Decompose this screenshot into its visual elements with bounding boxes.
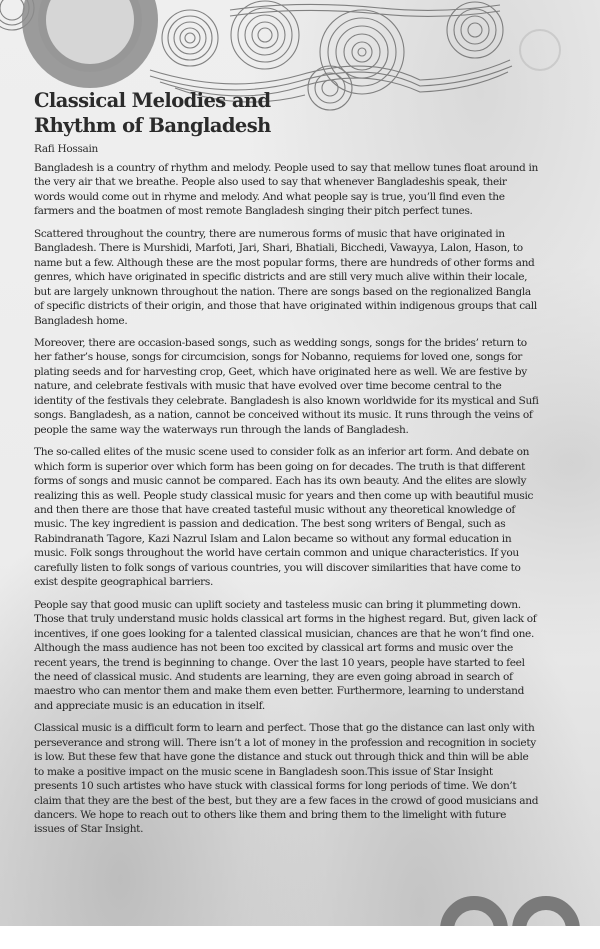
- article-paragraph: Bangladesh is a country of rhythm and melody. People used to say that mellow tunes float around in the very air that we breathe. People also used to say that whenever Bangladeshis speak, their words would come out in rhyme and melody. And what people say is true, you’ll find even the farmers and the boatmen of most remote Bangladesh singing their pitch perfect tunes.: [34, 162, 538, 218]
- article-paragraph: Moreover, there are occasion-based songs, such as wedding songs, songs for the brides’ return to her father’s house, songs for circumcision, songs for Nobanno, requiems for loved one, songs for plating seeds and for harvesting crop, Geet, which have originated here as well. We are festive by nature, and celebrate festivals with music that have evolved over time become central to the identity of the festivals they celebrate. Bangladesh is also known worldwide for its mystical and Sufi songs. Bangladesh, as a nation, cannot be conceived without its music. It runs through the veins of people the same way the waterways run through the lands of Bangladesh.: [34, 336, 539, 436]
- article-author: Rafi Hossain: [34, 143, 99, 155]
- article-title: Classical Melodies and Rhythm of Bangladesh: [34, 89, 271, 137]
- article: [34, 88, 539, 845]
- article-paragraph: People say that good music can uplift society and tasteless music can bring it plummeting down. Those that truly understand music holds classical art forms in the highest regard. But, given lack of incentives, if one goes looking for a talented classical musician, chances are that he won’t find one. Although the mass audience has not been too excited by classical art forms and music over the recent years, the trend is beginning to change. Over the last 10 years, people have started to feel the need of classical music. And students are learning, they are even going abroad in search of maestro who can mentor them and make them even better. Furthermore, learning to understand and appreciate music is an education in itself.: [34, 598, 537, 712]
- article-paragraph: The so-called elites of the music scene used to consider folk as an inferior art form. And debate on which form is superior over which form has been going on for decades. The truth is that different forms of songs and music cannot be compared. Each has its own beauty. And the elites are slowly realizing this as well. People study classical music for years and then come up with beautiful music and then there are those that have created tasteful music without any theoretical knowledge of music. The key ingredient is passion and dedication. The best song writers of Bengal, such as Rabindranath Tagore, Kazi Nazrul Islam and Lalon became so without any formal education in music. Folk songs throughout the world have certain common and unique characteristics. If you carefully listen to folk songs of various countries, you will discover similarities that have come to exist despite geographical barriers.: [34, 446, 534, 589]
- article-paragraph: Classical music is a difficult form to learn and perfect. Those that go the distance can last only with perseverance and strong will. There isn’t a lot of money in the profession and recognition in society is low. But these few that have gone the distance and stuck out through thick and thin will be able to make a positive impact on the music scene in Bangladesh soon.This issue of Star Insight presents 10 such artistes who have stuck with classical forms for long periods of time. We don’t claim that they are the best of the best, but they are a few faces in the crowd of good musicians and dancers. We hope to reach out to others like them and bring them to the limelight with future issues of Star Insight.: [34, 722, 539, 836]
- article-paragraph: Scattered throughout the country, there are numerous forms of music that have originated in Bangladesh. There is Murshidi, Marfoti, Jari, Shari, Bhatiali, Bicchedi, Vawayya, Lalon, Hason, to name but a few. Although these are the most popular forms, there are hundreds of other forms and genres, which have originated in specific districts and are still very much alive within their locale, but are largely unknown throughout the nation. There are songs based on the regionalized Bangla of specific districts of their origin, and those that have originated within indigenous groups that call Bangladesh home.: [34, 227, 537, 327]
